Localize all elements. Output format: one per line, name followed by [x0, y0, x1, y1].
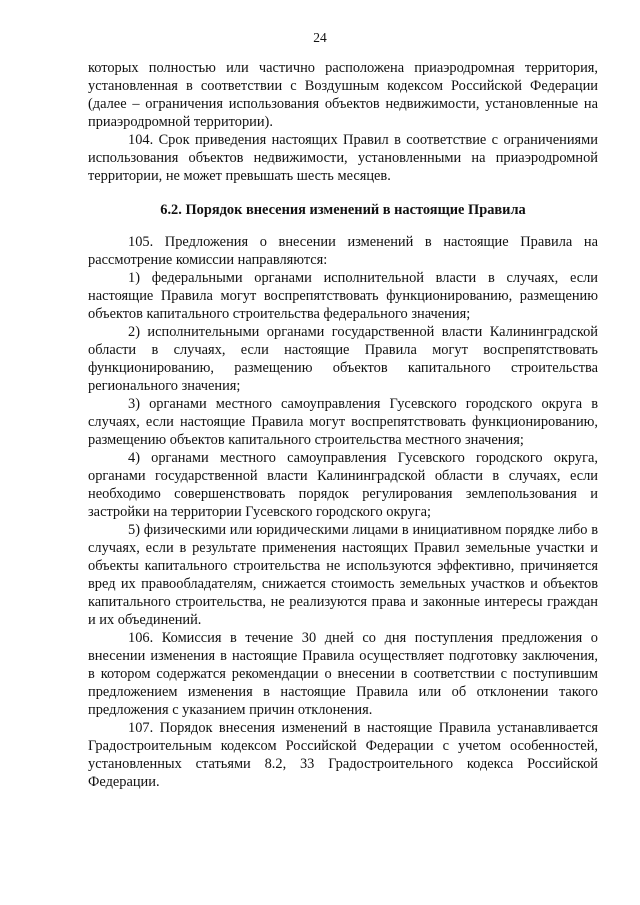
paragraph-105: 105. Предложения о внесении изменений в настоящие Правила на рассмотрение комиссии направляются: [88, 234, 598, 268]
paragraph-continuation: которых полностью или частично расположена приаэродромная территория, установленная в соответствии с Воздушным кодексом Российской Федерации (далее – ограничения использования объектов недвижимости, установленные на приаэродромной территории). [88, 60, 598, 130]
page-number: 24 [313, 30, 327, 45]
list-item-5: 5) физическими или юридическими лицами в инициативном порядке либо в случаях, если в результате применения настоящих Правил земельные участки и объекты капитального строительства не используются эффективно, причиняется вред их правообладателям, снижается стоимость земельных участков и объектов капитального строительства, не реализуются права и законные интересы граждан и их объединений. [88, 522, 598, 628]
list-item-3: 3) органами местного самоуправления Гусевского городского округа в случаях, если настоящие Правила могут воспрепятствовать функционированию, размещению объектов капитального строительства местного значения; [88, 396, 598, 448]
list-item-4: 4) органами местного самоуправления Гусевского городского округа, органами государственной власти Калининградской области в случаях, если необходимо совершенствовать порядок регулирования землепользования и застройки на территории Гусевского городского округа; [88, 450, 598, 520]
section-heading: 6.2. Порядок внесения изменений в настоящие Правила [160, 202, 526, 218]
paragraph-106: 106. Комиссия в течение 30 дней со дня поступления предложения о внесении изменения в настоящие Правила осуществляет подготовку заключения, в котором содержатся рекомендации о внесении в соответствии с поступившим предложением изменения в настоящие Правила или об отклонении такого предложения с указанием причин отклонения. [88, 630, 598, 718]
document-body [88, 59, 598, 791]
paragraph-104: 104. Срок приведения настоящих Правил в соответствие с ограничениями использования объектов недвижимости, установленными на приаэродромной территории, не может превышать шесть месяцев. [88, 132, 598, 184]
paragraph-107: 107. Порядок внесения изменений в настоящие Правила устанавливается Градостроительным кодексом Российской Федерации с учетом особенностей, установленных статьями 8.2, 33 Градостроительного кодекса Российской Федерации. [88, 720, 598, 790]
list-item-2: 2) исполнительными органами государственной власти Калининградской области в случаях, если настоящие Правила могут воспрепятствовать функционированию, размещению объектов капитального строительства регионального значения; [88, 324, 598, 394]
list-item-1: 1) федеральными органами исполнительной власти в случаях, если настоящие Правила могут воспрепятствовать функционированию, размещению объектов капитального строительства федерального значения; [88, 270, 598, 322]
